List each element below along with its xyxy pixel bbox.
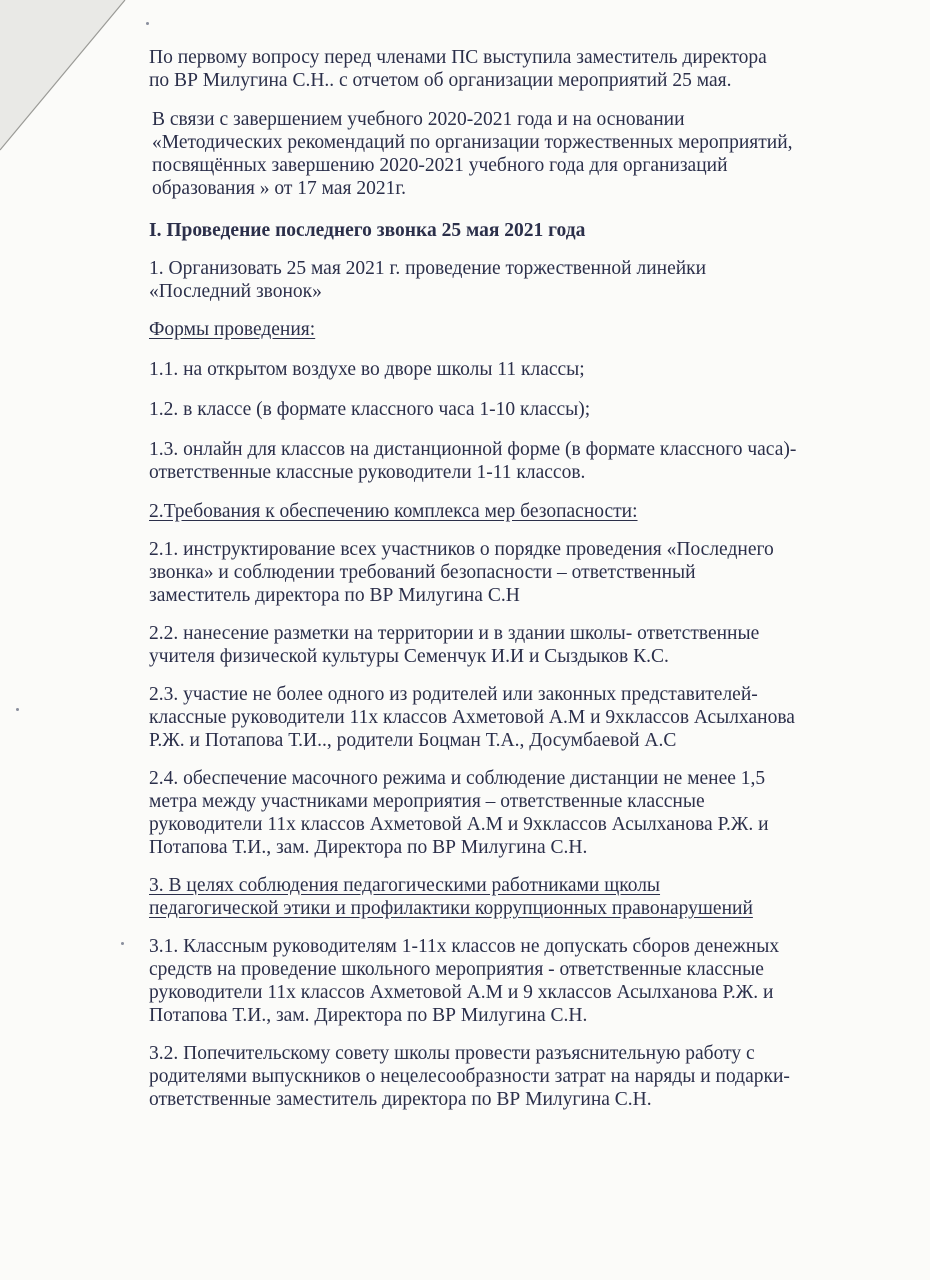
item-1-3: 1.3. онлайн для классов на дистанционной форме (в формате классного часа)- ответственные классные руководители 1-11 классов.	[149, 439, 797, 483]
item-2-1: 2.1. инструктирование всех участников о порядке проведения «Последнего звонка» и соблюдении требований безопасности – ответственный заместитель директора по ВР Милугина С.Н	[149, 539, 774, 606]
section3-heading: 3. В целях соблюдения педагогическими работниками щколы педагогической этики и профилактики коррупционных правонарушений	[149, 875, 753, 919]
item-2-4: 2.4. обеспечение масочного режима и соблюдение дистанции не менее 1,5 метра между участниками мероприятия – ответственные классные руководители 11х классов Ахметовой А.М и 9хклассов Асылханова Р.Ж. и Потапова Т.И., зам. Директора по ВР Милугина С.Н.	[149, 768, 769, 858]
item-1-1: 1.1. на открытом воздухе во дворе школы 11 классы;	[149, 359, 585, 380]
item-2-2: 2.2. нанесение разметки на территории и в здании школы- ответственные учителя физической культуры Семенчук И.И и Сыздыков К.С.	[149, 623, 760, 667]
section2-heading: 2.Требования к обеспечению комплекса мер безопасности:	[149, 501, 638, 522]
speck	[121, 942, 124, 945]
forms-heading: Формы проведения:	[149, 319, 316, 340]
page-corner-fold	[0, 0, 130, 160]
item-1: 1. Организовать 25 мая 2021 г. проведение торжественной линейки «Последний звонок»	[149, 258, 707, 302]
speck	[146, 22, 149, 25]
intro-paragraph: По первому вопросу перед членами ПС выступила заместитель директора по ВР Милугина С.Н.. с отчетом об организации мероприятий 25 мая.	[149, 47, 767, 91]
speck	[16, 708, 19, 711]
item-2-3: 2.3. участие не более одного из родителей или законных представителей- классные руководители 11х классов Ахметовой А.М и 9хклассов Асылханова Р.Ж. и Потапова Т.И.., родители Боцман Т.А., Досумбаевой А.С	[149, 684, 795, 751]
item-3-2: 3.2. Попечительскому совету школы провести разъяснительную работу с родителями выпускников о нецелесообразности затрат на наряды и подарки- ответственные заместитель директора по ВР Милугина С.Н.	[149, 1043, 790, 1110]
item-3-1: 3.1. Классным руководителям 1-11х классов не допускать сборов денежных средств на проведение школьного мероприятия - ответственные классные руководители 11х классов Ахметовой А.М и 9 хклассов Асылханова Р.Ж. и Потапова Т.И., зам. Директора по ВР Милугина С.Н.	[149, 936, 780, 1026]
document-body	[149, 46, 869, 1125]
section1-heading: I. Проведение последнего звонка 25 мая 2021 года	[149, 220, 586, 241]
basis-paragraph: В связи с завершением учебного 2020-2021 года и на основании «Методических рекомендаций по организации торжественных мероприятий, посвящённых завершению 2020-2021 учебного года для организаций образования » от 17 мая 2021г.	[152, 109, 793, 199]
item-1-2: 1.2. в классе (в формате классного часа 1-10 классы);	[149, 399, 591, 420]
